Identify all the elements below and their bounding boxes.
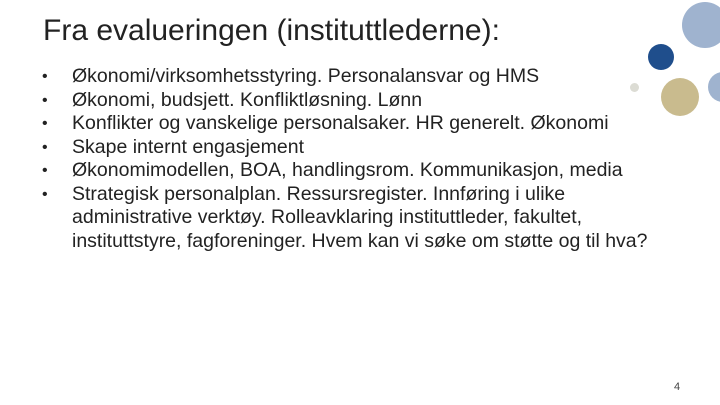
bullet-item (42, 89, 682, 113)
bullet-text: Konflikter og vanskelige personalsaker. HR generelt. Økonomi (72, 112, 609, 134)
bullet-item (42, 112, 682, 136)
bullet-dot: • (42, 115, 48, 132)
bullet-dot: • (42, 68, 48, 85)
bullet-dot: • (42, 185, 48, 203)
bullet-dot: • (42, 138, 48, 156)
bullet-item (42, 183, 682, 254)
decor-circle-light-blue (682, 2, 720, 48)
slide-title: Fra evalueringen (instituttlederne): (43, 14, 500, 47)
bullet-text: Økonomimodellen, BOA, handlingsrom. Kommunikasjon, media (72, 159, 623, 181)
bullet-text: Økonomi, budsjett. Konfliktløsning. Lønn (72, 88, 423, 111)
bullet-list (42, 65, 682, 253)
bullet-item (42, 159, 682, 183)
bullet-item (42, 136, 682, 160)
page-number: 4 (674, 381, 681, 393)
decor-circle-edge (708, 72, 720, 102)
bullet-text: Skape internt engasjement (72, 135, 304, 158)
bullet-dot: • (42, 91, 48, 109)
bullet-item (42, 65, 682, 89)
bullet-text: Økonomi/virksomhetsstyring. Personalansvar og HMS (72, 65, 540, 87)
bullet-dot: • (42, 162, 48, 179)
bullet-text: Strategisk personalplan. Ressursregister. Innføring i ulike administrative verktøy. Rolleavklaring instituttleder, fakultet, instituttstyre, fagforeninger. Hvem kan vi søke om støtte og til hva? (72, 182, 648, 252)
